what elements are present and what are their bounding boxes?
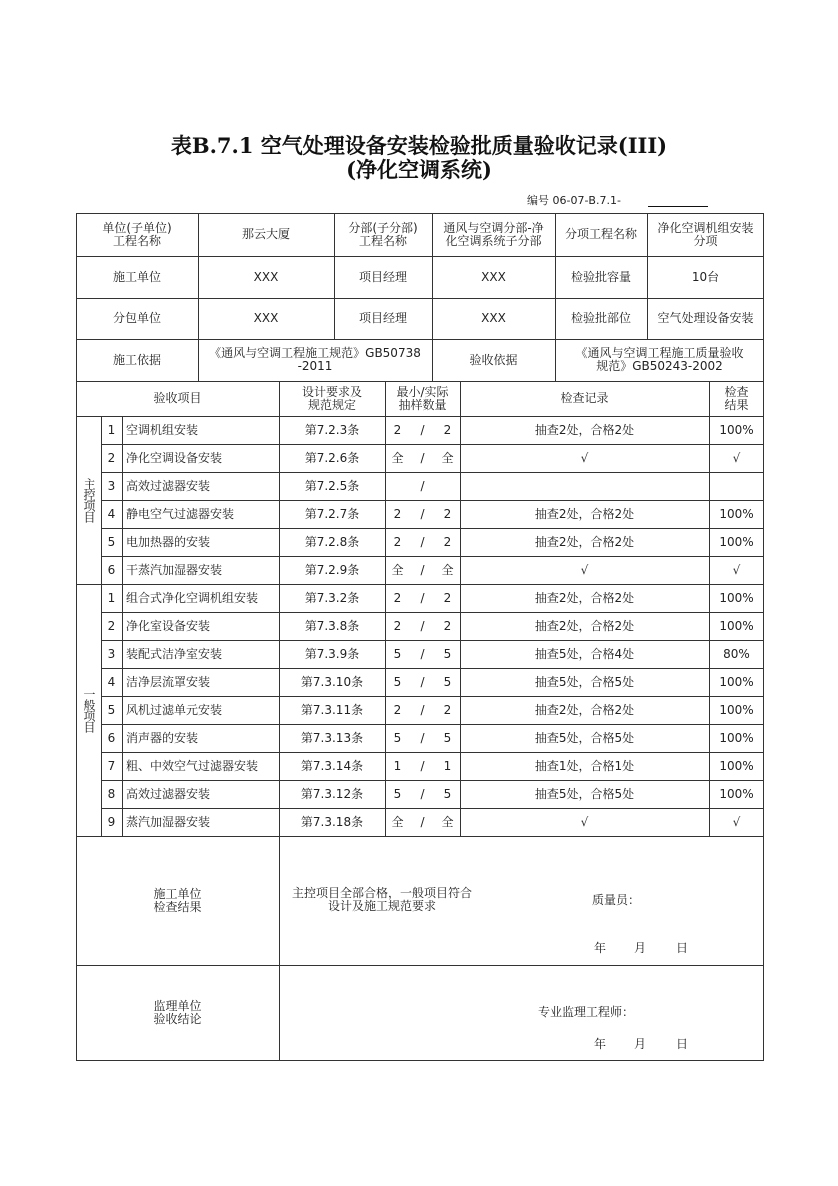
item-number: 2 — [107, 450, 116, 465]
item-number: 3 — [107, 478, 116, 493]
item-sample-separator: / — [420, 618, 425, 633]
item-clause: 第7.2.9条 — [304, 562, 360, 577]
subcontractor-value: XXX — [253, 311, 279, 325]
item-name: 干蒸汽加湿器安装 — [126, 562, 223, 577]
item-sample-actual: 2 — [443, 590, 452, 605]
item-sample-separator: / — [420, 590, 425, 605]
item-sample-separator: / — [420, 814, 425, 829]
item-sample-separator: / — [420, 422, 425, 437]
item-number: 2 — [107, 618, 116, 633]
item-sample-separator: / — [420, 674, 425, 689]
date-year-2: 年 — [593, 1036, 606, 1051]
project-manager-label: 项目经理 — [358, 269, 407, 284]
unit-name-value: 那云大厦 — [241, 227, 290, 241]
item-check-record: 抽查2处，合格2处 — [534, 590, 635, 605]
division-name-value: 通风与空调分部-净 化空调系统子分部 — [443, 220, 544, 248]
item-name: 空调机组安装 — [126, 422, 199, 437]
item-check-result: √ — [732, 450, 741, 465]
item-name: 消声器的安装 — [126, 730, 199, 745]
item-number: 6 — [107, 730, 116, 745]
item-check-record: √ — [580, 450, 589, 465]
item-sample-actual: 2 — [443, 702, 452, 717]
item-sample-separator: / — [420, 562, 425, 577]
item-sample-min: 全 — [391, 562, 404, 577]
item-sample-min: 2 — [393, 422, 402, 437]
item-sample-separator: / — [420, 478, 425, 493]
general-items-group-label: 一般项目 — [82, 688, 96, 732]
item-sample-min: 2 — [393, 534, 402, 549]
batch-capacity-value: 10台 — [691, 269, 720, 284]
item-name: 洁净层流罩安装 — [126, 674, 211, 689]
item-sample-actual: 2 — [443, 618, 452, 633]
item-number: 8 — [107, 786, 116, 801]
item-check-result: √ — [732, 814, 741, 829]
item-name: 蒸汽加湿器安装 — [126, 814, 211, 829]
item-check-result: 100% — [719, 590, 754, 605]
item-check-result: 100% — [719, 422, 754, 437]
contractor-check-label: 施工单位 检查结果 — [153, 886, 202, 914]
item-name: 电加热器的安装 — [126, 534, 211, 549]
header-design: 设计要求及 规范规定 — [301, 384, 362, 412]
item-sample-actual: 2 — [443, 534, 452, 549]
item-name: 高效过滤器安装 — [126, 478, 211, 493]
item-name: 装配式洁净室安装 — [126, 646, 223, 661]
form-title: 表B.7.1 空气处理设备安装检验批质量验收记录(III) — [170, 133, 668, 158]
item-name: 静电空气过滤器安装 — [126, 506, 235, 521]
item-clause: 第7.2.7条 — [304, 506, 360, 521]
item-check-record: 抽查5处，合格5处 — [534, 786, 635, 801]
item-check-result: 100% — [719, 786, 754, 801]
item-sample-min: 1 — [393, 758, 402, 773]
supervisor-engineer-label: 专业监理工程师： — [538, 1004, 635, 1019]
subitem-name-label: 分项工程名称 — [564, 227, 637, 241]
item-sample-min: 2 — [393, 506, 402, 521]
item-number: 1 — [107, 590, 116, 605]
contractor-label: 施工单位 — [112, 269, 161, 284]
item-sample-actual: 5 — [443, 674, 452, 689]
item-clause: 第7.3.10条 — [300, 674, 364, 689]
item-sample-actual: 5 — [443, 786, 452, 801]
item-sample-min: 5 — [393, 646, 402, 661]
item-sample-separator: / — [420, 506, 425, 521]
item-sample-min: 全 — [391, 814, 404, 829]
item-sample-min: 5 — [393, 786, 402, 801]
subcontractor-manager-label: 项目经理 — [358, 311, 407, 325]
divider — [279, 836, 280, 1061]
item-clause: 第7.3.2条 — [304, 590, 360, 605]
item-check-record: 抽查5处，合格4处 — [534, 646, 635, 661]
item-sample-actual: 2 — [443, 506, 452, 521]
item-sample-actual: 全 — [441, 450, 454, 465]
item-sample-min: 2 — [393, 702, 402, 717]
item-clause: 第7.2.6条 — [304, 450, 360, 465]
item-sample-actual: 5 — [443, 646, 452, 661]
item-check-result: 100% — [719, 618, 754, 633]
construction-basis-value: 《通风与空调工程施工规范》GB50738 -2011 — [209, 346, 421, 373]
item-check-result: 80% — [723, 646, 750, 661]
item-sample-separator: / — [420, 534, 425, 549]
header-item: 验收项目 — [153, 391, 202, 405]
item-sample-separator: / — [420, 646, 425, 661]
date-day-2: 日 — [675, 1036, 688, 1051]
item-sample-min: 全 — [391, 450, 404, 465]
item-number: 4 — [107, 506, 116, 521]
contractor-check-text: 主控项目全部合格，一般项目符合 设计及施工规范要求 — [291, 886, 472, 913]
item-sample-actual — [435, 472, 460, 500]
item-clause: 第7.3.11条 — [300, 702, 364, 717]
main-items-group-label: 主控项目 — [82, 478, 96, 522]
item-check-record: 抽查2处，合格2处 — [534, 422, 635, 437]
item-number: 1 — [107, 422, 116, 437]
item-check-result: 100% — [719, 730, 754, 745]
item-clause: 第7.3.9条 — [304, 646, 360, 661]
item-clause: 第7.2.3条 — [304, 422, 360, 437]
item-name: 净化空调设备安装 — [126, 450, 223, 465]
item-sample-min: 5 — [393, 730, 402, 745]
item-sample-separator: / — [420, 702, 425, 717]
item-clause: 第7.3.8条 — [304, 618, 360, 633]
item-sample-actual: 全 — [441, 562, 454, 577]
item-number: 9 — [107, 814, 116, 829]
item-check-record: 抽查2处，合格2处 — [534, 506, 635, 521]
acceptance-basis-value: 《通风与空调工程施工质量验收 规范》GB50243-2002 — [575, 346, 744, 373]
item-sample-min: 5 — [393, 674, 402, 689]
item-sample-min: 2 — [393, 618, 402, 633]
item-clause: 第7.2.8条 — [304, 534, 360, 549]
item-name: 净化室设备安装 — [126, 618, 211, 633]
item-clause: 第7.3.13条 — [300, 730, 364, 745]
item-name: 高效过滤器安装 — [126, 786, 211, 801]
item-sample-separator: / — [420, 450, 425, 465]
item-number: 6 — [107, 562, 116, 577]
item-sample-actual: 全 — [441, 814, 454, 829]
date-month-2: 月 — [633, 1036, 646, 1051]
qa-officer-label: 质量员： — [592, 892, 641, 907]
date-month: 月 — [633, 940, 646, 955]
supervisor-conclusion-label: 监理单位 验收结论 — [153, 999, 202, 1026]
batch-location-value: 空气处理设备安装 — [657, 311, 754, 325]
batch-location-label: 检验批部位 — [570, 311, 631, 325]
header-result: 检查 结果 — [724, 384, 749, 412]
item-number: 5 — [107, 702, 116, 717]
item-check-result: 100% — [719, 702, 754, 717]
item-check-record: 抽查1处，合格1处 — [534, 758, 635, 773]
item-sample-actual: 1 — [443, 758, 452, 773]
item-name: 组合式净化空调机组安装 — [126, 590, 259, 605]
form-subtitle: (净化空调系统) — [346, 157, 492, 182]
subcontractor-manager-value: XXX — [481, 311, 506, 325]
item-clause: 第7.2.5条 — [304, 478, 360, 493]
item-sample-actual: 5 — [443, 730, 452, 745]
batch-capacity-label: 检验批容量 — [570, 269, 631, 284]
item-clause: 第7.3.18条 — [300, 814, 364, 829]
item-sample-separator: / — [420, 786, 425, 801]
item-name: 粗、中效空气过滤器安装 — [126, 758, 259, 773]
item-check-record: 抽查2处，合格2处 — [534, 702, 635, 717]
item-check-result: 100% — [719, 506, 754, 521]
item-check-result: 100% — [719, 758, 754, 773]
form-code-label: 编号 06-07-B.7.1- — [527, 194, 621, 207]
item-number: 7 — [107, 758, 116, 773]
subitem-name-value: 净化空调机组安装 分项 — [657, 220, 754, 248]
item-check-record — [460, 472, 709, 500]
item-name: 风机过滤单元安装 — [126, 702, 223, 717]
date-day: 日 — [675, 940, 688, 955]
form-code-blank[interactable] — [648, 206, 708, 207]
division-name-label: 分部(子分部) 工程名称 — [348, 220, 418, 248]
unit-name-label: 单位(子单位) 工程名称 — [102, 220, 172, 248]
item-check-result — [709, 472, 764, 500]
date-year: 年 — [593, 940, 606, 955]
item-clause: 第7.3.12条 — [300, 786, 364, 801]
header-record: 检查记录 — [560, 391, 609, 405]
item-check-result: √ — [732, 562, 741, 577]
contractor-value: XXX — [253, 269, 279, 284]
item-check-result: 100% — [719, 534, 754, 549]
subcontractor-label: 分包单位 — [112, 311, 161, 325]
item-sample-separator: / — [420, 758, 425, 773]
item-number: 5 — [107, 534, 116, 549]
item-check-record: √ — [580, 814, 589, 829]
item-check-record: 抽查5处，合格5处 — [534, 730, 635, 745]
header-sample: 最小/实际 抽样数量 — [396, 384, 449, 412]
item-sample-min: 2 — [393, 590, 402, 605]
construction-basis-label: 施工依据 — [112, 352, 161, 367]
item-sample-min — [385, 472, 410, 500]
item-check-record: 抽查2处，合格2处 — [534, 534, 635, 549]
project-manager-value: XXX — [481, 269, 506, 284]
item-number: 4 — [107, 674, 116, 689]
item-check-record: √ — [580, 562, 589, 577]
item-check-record: 抽查2处，合格2处 — [534, 618, 635, 633]
item-check-result: 100% — [719, 674, 754, 689]
item-clause: 第7.3.14条 — [300, 758, 364, 773]
item-check-record: 抽查5处，合格5处 — [534, 674, 635, 689]
acceptance-basis-label: 验收依据 — [469, 352, 518, 367]
item-sample-actual: 2 — [443, 422, 452, 437]
item-number: 3 — [107, 646, 116, 661]
item-sample-separator: / — [420, 730, 425, 745]
